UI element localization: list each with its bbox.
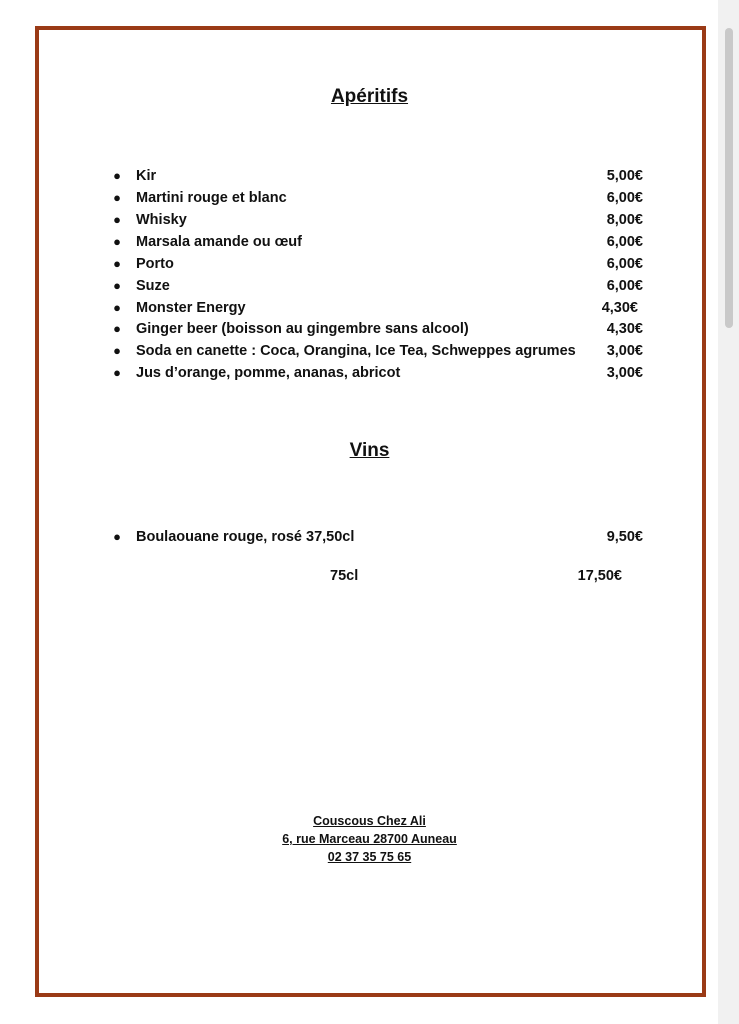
bullet-icon: ●	[113, 168, 121, 183]
item-price: 3,00€	[606, 343, 643, 359]
item-name: Monster Energy	[136, 300, 246, 316]
item-name: Soda en canette : Coca, Orangina, Ice Tea, Schweppes agrumes	[136, 343, 576, 359]
item-name: Jus d’orange, pomme, ananas, abricot	[136, 365, 401, 381]
bullet-icon: ●	[113, 365, 121, 380]
list-item	[113, 340, 643, 362]
item-price: 4,30€	[601, 300, 638, 316]
item-price: 9,50€	[606, 529, 643, 545]
item-name: Marsala amande ou œuf	[136, 234, 302, 250]
list-item	[113, 165, 643, 187]
list-item	[113, 209, 643, 231]
item-price: 3,00€	[606, 365, 643, 381]
list-item	[113, 187, 643, 209]
list-item	[113, 231, 643, 253]
item-name: Porto	[136, 256, 174, 272]
item-price: 8,00€	[606, 212, 643, 228]
scrollbar-thumb[interactable]	[725, 28, 733, 328]
item-price: 6,00€	[606, 256, 643, 272]
list-item	[113, 362, 643, 384]
restaurant-address: 6, rue Marceau 28700 Auneau	[282, 832, 457, 846]
item-name: Boulaouane rouge, rosé 37,50cl	[136, 529, 355, 545]
item-price: 6,00€	[606, 278, 643, 294]
item-alt-size: 75cl	[330, 568, 359, 584]
bullet-icon: ●	[113, 321, 121, 336]
list-item	[113, 526, 643, 548]
item-alt-price: 17,50€	[577, 568, 622, 584]
list-item	[113, 297, 643, 319]
bullet-icon: ●	[113, 234, 121, 249]
item-price: 6,00€	[606, 234, 643, 250]
aperitifs-title: Apéritifs	[330, 86, 409, 107]
bullet-icon: ●	[113, 343, 121, 358]
bullet-icon: ●	[113, 190, 121, 205]
item-name: Whisky	[136, 212, 187, 228]
list-item	[113, 253, 643, 275]
bullet-icon: ●	[113, 300, 121, 315]
bullet-icon: ●	[113, 212, 121, 227]
item-name: Suze	[136, 278, 170, 294]
item-price: 5,00€	[606, 168, 643, 184]
bullet-icon: ●	[113, 256, 121, 271]
list-item	[113, 275, 643, 297]
restaurant-phone: 02 37 35 75 65	[327, 850, 412, 864]
restaurant-name: Couscous Chez Ali	[313, 814, 426, 828]
item-name: Martini rouge et blanc	[136, 190, 287, 206]
bullet-icon: ●	[113, 529, 121, 544]
item-price: 4,30€	[606, 321, 643, 337]
item-price: 6,00€	[606, 190, 643, 206]
list-item	[113, 318, 643, 340]
bullet-icon: ●	[113, 278, 121, 293]
item-name: Kir	[136, 168, 157, 184]
item-name: Ginger beer (boisson au gingembre sans alcool)	[136, 321, 469, 337]
vins-title: Vins	[349, 440, 390, 461]
scrollbar[interactable]	[718, 0, 739, 1024]
